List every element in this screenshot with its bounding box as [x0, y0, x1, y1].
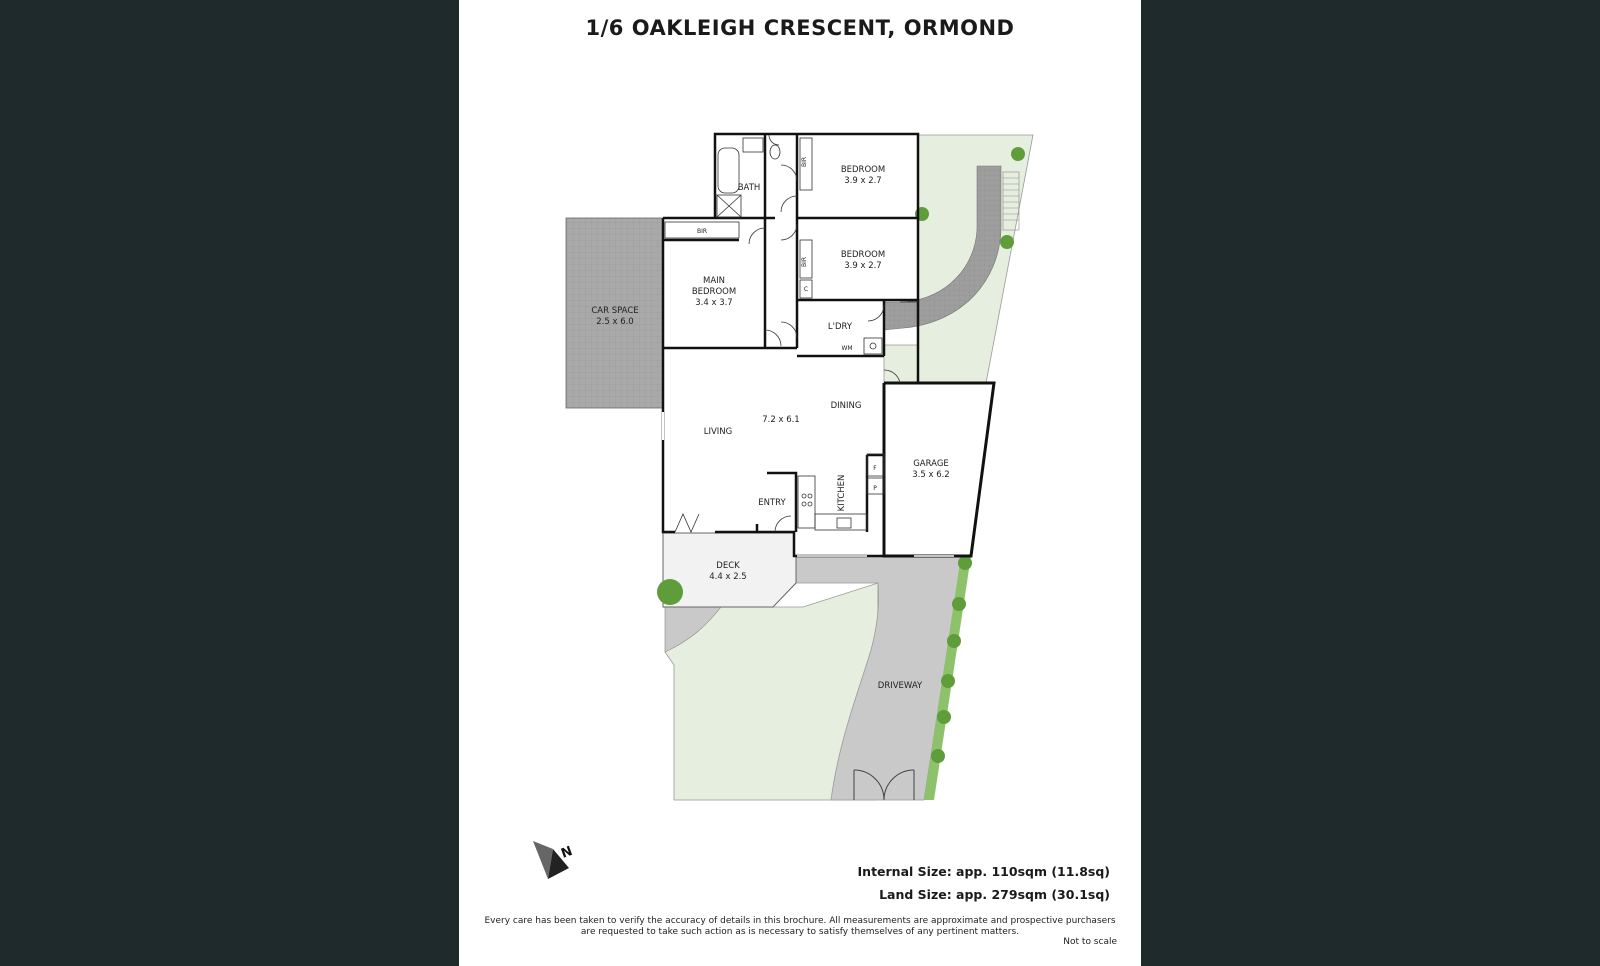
label-entry: ENTRY: [758, 498, 786, 508]
label-deck-size: 4.4 x 2.5: [709, 572, 747, 582]
north-label: N: [559, 843, 575, 862]
label-pantry: P: [873, 485, 877, 492]
label-bedroom1-name: BEDROOM: [840, 165, 886, 175]
label-main-bedroom-line1: MAIN: [702, 276, 726, 286]
label-driveway: DRIVEWAY: [877, 681, 923, 691]
north-arrow-icon: [533, 841, 575, 879]
label-bedroom2-size: 3.9 x 2.7: [844, 261, 882, 271]
internal-size: Internal Size: app. 110sqm (11.8sq): [857, 864, 1110, 879]
label-fridge: F: [873, 465, 877, 472]
label-bedroom2-name: BEDROOM: [840, 250, 886, 260]
floorplan-sheet: [459, 0, 1141, 966]
property-title: 1/6 OAKLEIGH CRESCENT, ORMOND: [585, 16, 1015, 40]
label-laundry: L'DRY: [827, 322, 853, 332]
label-deck-name: DECK: [716, 561, 740, 571]
label-living-size: 7.2 x 6.1: [762, 415, 800, 425]
label-cupboard: C: [803, 286, 809, 293]
label-bath: BATH: [737, 183, 761, 193]
floorplan-drawing: [459, 0, 1141, 966]
disclaimer-line-1: Every care has been taken to verify the accuracy of details in this brochure. All measurements are approximate and prospective purchasers: [484, 916, 1116, 926]
not-to-scale-note: Not to scale: [1063, 937, 1117, 947]
label-bedroom1-size: 3.9 x 2.7: [844, 176, 882, 186]
land-size: Land Size: app. 279sqm (30.1sq): [879, 887, 1110, 902]
label-living: LIVING: [703, 427, 733, 437]
disclaimer-line-2: are requested to take such action as is necessary to satisfy themselves of any pertinent matters.: [580, 927, 1020, 937]
label-dining: DINING: [830, 401, 862, 411]
label-bir-main: BIR: [696, 228, 708, 235]
label-car-space-size: 2.5 x 6.0: [596, 317, 634, 327]
label-bir-bed2: BIR: [801, 256, 808, 268]
label-garage-size: 3.5 x 6.2: [912, 470, 950, 480]
label-garage-name: GARAGE: [913, 459, 949, 469]
label-bir-bed1: BIR: [801, 156, 808, 168]
label-main-bedroom-line2: BEDROOM: [691, 287, 737, 297]
label-main-bedroom-size: 3.4 x 3.7: [695, 298, 733, 308]
label-car-space-name: CAR SPACE: [591, 306, 639, 316]
label-kitchen: KITCHEN: [837, 474, 847, 512]
label-wm: WM: [841, 345, 853, 352]
disclaimer: [469, 916, 1131, 938]
